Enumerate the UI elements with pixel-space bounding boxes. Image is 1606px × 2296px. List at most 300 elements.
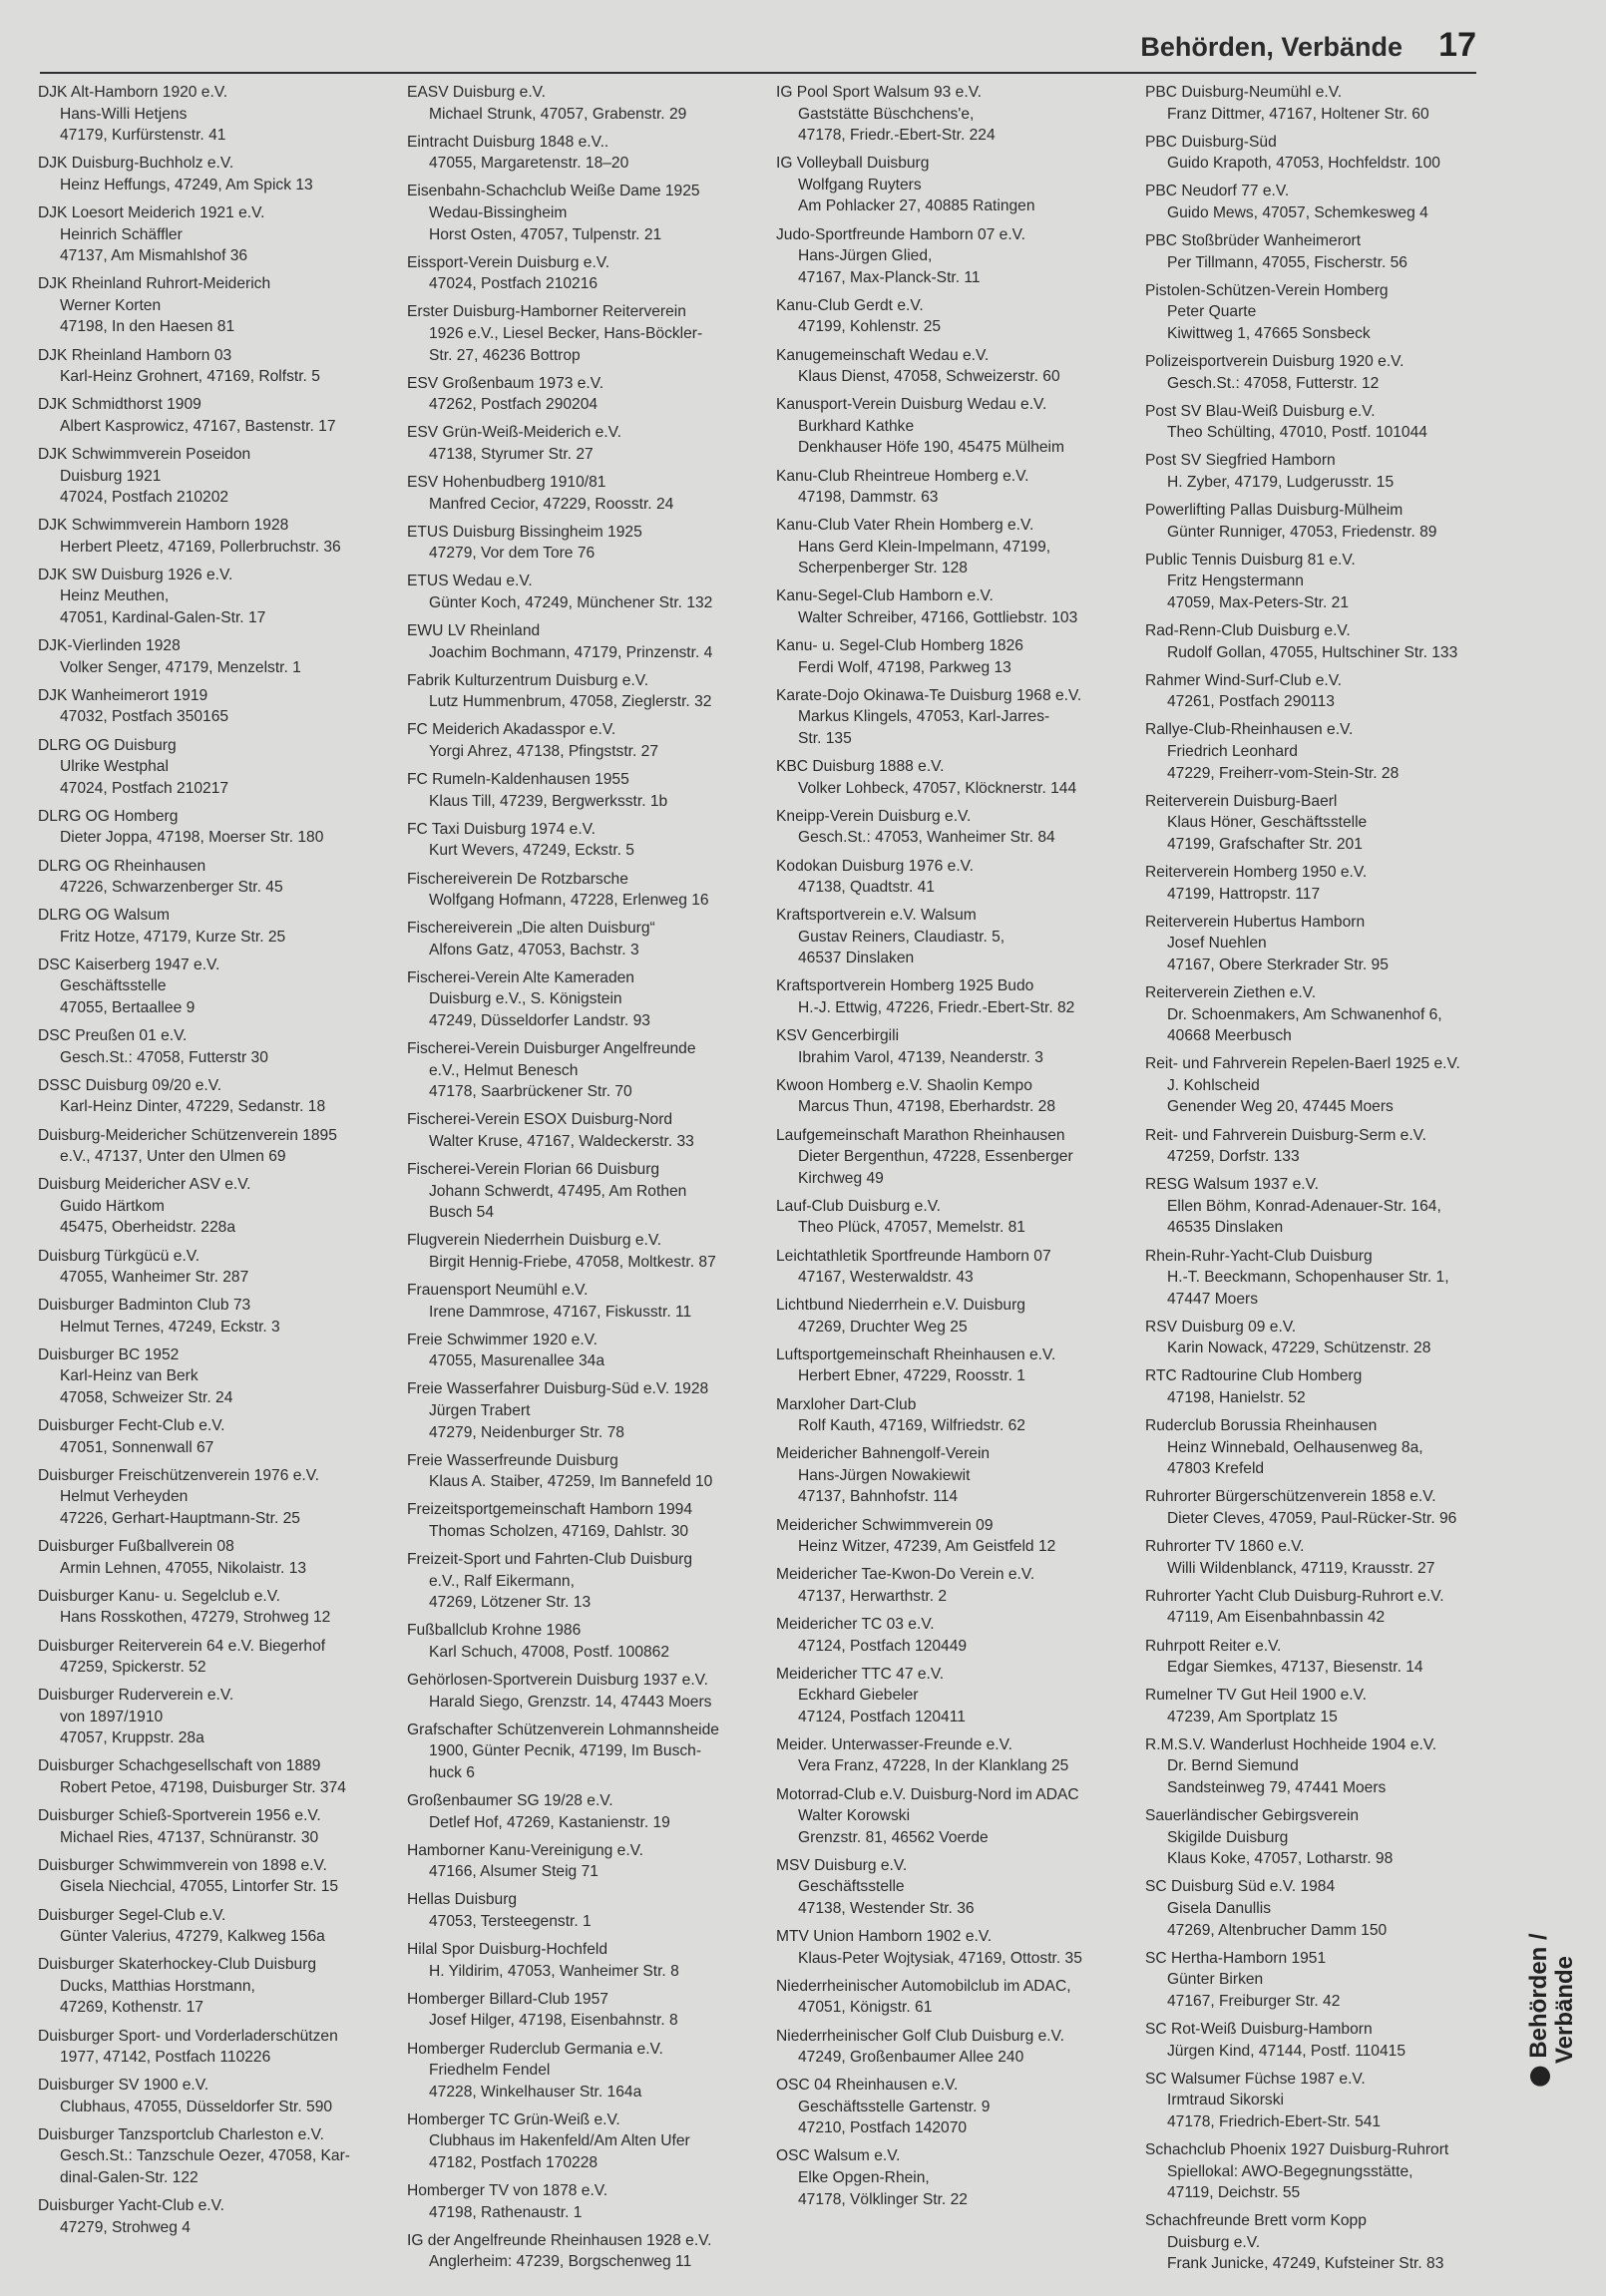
entry-detail-line: Geschäftsstelle [60,977,167,995]
entry-name: Kanu-Segel-Club Hamborn e.V. [776,587,994,605]
entry-detail-line: Armin Lehnen, 47055, Nikolaistr. 13 [60,1559,307,1577]
entry-detail-line: 47138, Styrumer Str. 27 [429,445,594,463]
entry-name: Polizeisportverein Duisburg 1920 e.V. [1145,353,1405,371]
page-number: 17 [1438,26,1476,64]
entry-name: Homberger Ruderclub Germania e.V. [407,2040,663,2058]
entry-detail-line: Gisela Danullis [1167,1900,1272,1918]
directory-entry [407,1499,776,1542]
directory-entry [38,905,407,948]
directory-entry [38,394,407,437]
entry-detail-line: Hans-Jürgen Glied, [798,247,933,265]
entry-name: Duisburger Ruderverein e.V. [38,1687,234,1705]
entry-detail-line: Duisburg e.V. [1167,2233,1261,2251]
directory-entry [407,2180,776,2223]
entry-detail-line: 47279, Strohweg 4 [60,2218,191,2236]
entry-detail-line: dinal-Galen-Str. 122 [60,2169,199,2187]
directory-entry [776,1125,1145,1190]
entry-detail-line: Lutz Hummenbrum, 47058, Zieglerstr. 32 [429,693,712,711]
entry-detail-line: 47198, Rathenaustr. 1 [429,2203,583,2221]
directory-entry [1145,550,1514,614]
directory-entry [407,670,776,713]
entry-detail-line: Gesch.St.: 47058, Futterstr 30 [60,1048,268,1066]
directory-entry [38,1954,407,2019]
directory-entry [38,1636,407,1679]
directory-entry [38,2124,407,2189]
entry-name: Niederrheinischer Golf Club Duisburg e.V. [776,2027,1064,2045]
entry-detail-line: 47199, Grafschafter Str. 201 [1167,835,1363,853]
directory-entry [1145,2210,1514,2275]
entry-name: DLRG OG Walsum [38,907,170,925]
entry-name: ESV Grün-Weiß-Meiderich e.V. [407,424,621,442]
entry-name: DSC Preußen 01 e.V. [38,1027,188,1045]
entry-detail-line: Ibrahim Varol, 47139, Neanderstr. 3 [798,1048,1043,1066]
directory-entry [407,967,776,1032]
entry-detail-line: 47137, Herwarthstr. 2 [798,1587,948,1605]
entry-name: ESV Großenbaum 1973 e.V. [407,374,604,392]
entry-name: Meider. Unterwasser-Freunde e.V. [776,1735,1012,1753]
entry-name: Schachclub Phoenix 1927 Duisburg-Ruhrort [1145,2140,1449,2158]
directory-column-4 [1145,82,1514,2282]
directory-entry [407,1330,776,1372]
directory-entry [776,585,1145,628]
entry-detail-line: Gesch.St.: Tanzschule Oezer, 47058, Kar- [60,2147,350,2165]
entry-detail-line: Gisela Niechcial, 47055, Lintorfer Str. 15 [60,1878,339,1896]
entry-detail-line: Gustav Reiners, Claudiastr. 5, [798,928,1005,946]
entry-detail-line: Günter Koch, 47249, Münchener Str. 132 [429,593,713,611]
entry-name: DJK Schmidthorst 1909 [38,396,201,414]
directory-entry [38,735,407,800]
entry-detail-line: Harald Siego, Grenzstr. 14, 47443 Moers [429,1693,712,1711]
directory-entry [38,1344,407,1409]
entry-name: Duisburger Yacht-Club e.V. [38,2197,224,2215]
entry-detail-line: e.V., Ralf Eikermann, [429,1572,575,1590]
entry-name: Fußballclub Krohne 1986 [407,1622,582,1640]
directory-entry [407,82,776,125]
directory-entry [38,565,407,629]
directory-entry [38,1805,407,1848]
entry-name: OSC Walsum e.V. [776,2147,901,2165]
entry-name: Meidericher Tae-Kwon-Do Verein e.V. [776,1566,1035,1584]
entry-name: Schachfreunde Brett vorm Kopp [1145,2212,1367,2230]
directory-entry [38,1415,407,1458]
directory-entry [1145,1365,1514,1408]
entry-name: Homberger TC Grün-Weiß e.V. [407,2110,620,2128]
directory-entry [407,769,776,812]
entry-detail-line: 45475, Oberheidstr. 228a [60,1219,235,1237]
entry-name: Kanu- u. Segel-Club Homberg 1826 [776,637,1023,655]
entry-name: IG der Angelfreunde Rheinhausen 1928 e.V. [407,2231,712,2249]
directory-entry [776,2026,1145,2069]
entry-name: Kanu-Club Vater Rhein Homberg e.V. [776,517,1034,535]
entry-detail-line: 1977, 47142, Postfach 110226 [60,2049,271,2067]
directory-entry [38,515,407,558]
directory-entry [38,2026,407,2069]
directory-entry [407,181,776,245]
directory-entry [38,856,407,899]
entry-name: SC Rot-Weiß Duisburg-Hamborn [1145,2021,1373,2038]
entry-name: DJK-Vierlinden 1928 [38,637,181,655]
entry-detail-line: 47178, Völklinger Str. 22 [798,2190,968,2208]
entry-detail-line: 47024, Postfach 210217 [60,779,229,797]
entry-name: Reit- und Fahrverein Repelen-Baerl 1925 e.V. [1145,1055,1460,1073]
directory-entry [776,905,1145,969]
directory-entry [407,1450,776,1493]
directory-entry [776,1394,1145,1437]
entry-name: DJK Schwimmverein Poseidon [38,445,251,463]
entry-name: Rumelner TV Gut Heil 1900 e.V. [1145,1687,1367,1705]
entry-detail-line: Edgar Siemkes, 47137, Biesenstr. 14 [1167,1659,1423,1677]
entry-name: Großenbaumer SG 19/28 e.V. [407,1792,613,1810]
directory-entry [407,1280,776,1323]
entry-name: RESG Walsum 1937 e.V. [1145,1176,1319,1194]
entry-detail-line: Wolfgang Ruyters [798,176,922,193]
entry-name: Frauensport Neumühl e.V. [407,1282,589,1300]
entry-detail-line: 47269, Kothenstr. 17 [60,1999,203,2017]
entry-detail-line: 47119, Am Eisenbahnbassin 42 [1167,1609,1386,1627]
directory-entry [407,1670,776,1713]
entry-name: Reit- und Fahrverein Duisburg-Serm e.V. [1145,1126,1426,1144]
entry-name: Reiterverein Homberg 1950 e.V. [1145,864,1368,881]
entry-name: Gehörlosen-Sportverein Duisburg 1937 e.V. [407,1672,708,1690]
entry-detail-line: Theo Schülting, 47010, Postf. 101044 [1167,424,1427,442]
entry-detail-line: Franz Dittmer, 47167, Holtener Str. 60 [1167,105,1429,123]
entry-detail-line: von 1897/1910 [60,1708,164,1725]
entry-name: Kanugemeinschaft Wedau e.V. [776,346,990,364]
entry-detail-line: 47182, Postfach 170228 [429,2153,599,2171]
entry-detail-line: 47199, Kohlenstr. 25 [798,318,942,336]
entry-detail-line: 47228, Winkelhauser Str. 164a [429,2083,642,2101]
entry-name: Kraftsportverein Homberg 1925 Budo [776,977,1034,995]
entry-detail-line: Dieter Bergenthun, 47228, Essenberger [798,1148,1073,1166]
directory-entry [407,1620,776,1663]
directory-entry [1145,1876,1514,1941]
directory-entry [1145,1415,1514,1480]
entry-detail-line: Helmut Verheyden [60,1488,189,1506]
entry-detail-line: 47198, Hanielstr. 52 [1167,1389,1306,1407]
entry-detail-line: Elke Opgen-Rhein, [798,2169,930,2187]
entry-name: Duisburg-Meidericher Schützenverein 1895 [38,1126,337,1144]
entry-detail-line: Thomas Scholzen, 47169, Dahlstr. 30 [429,1523,689,1541]
entry-detail-line: Friedrich Leonhard [1167,743,1298,761]
entry-detail-line: Peter Quarte [1167,303,1257,321]
entry-detail-line: Volker Senger, 47179, Menzelstr. 1 [60,658,301,676]
directory-entry [1145,1317,1514,1359]
entry-detail-line: Klaus A. Staiber, 47259, Im Bannefeld 10 [429,1473,713,1491]
directory-entry [38,82,407,147]
entry-detail-line: Marcus Thun, 47198, Eberhardstr. 28 [798,1098,1056,1116]
entry-detail-line: Walter Kruse, 47167, Waldeckerstr. 33 [429,1133,694,1151]
entry-detail-line: Karl-Heinz Dinter, 47229, Sedanstr. 18 [60,1098,326,1116]
entry-detail-line: Str. 135 [798,730,852,748]
entry-detail-line: Karl-Heinz van Berk [60,1367,199,1385]
entry-name: Duisburg Meidericher ASV e.V. [38,1176,251,1194]
entry-detail-line: Johann Schwerdt, 47495, Am Rothen [429,1182,687,1200]
entry-name: Sauerländischer Gebirgsverein [1145,1807,1360,1825]
directory-entry [776,466,1145,509]
directory-entry [38,1075,407,1118]
entry-detail-line: Markus Klingels, 47053, Karl-Jarres- [798,708,1050,726]
directory-entry [776,82,1145,147]
entry-name: Fischerei-Verein Florian 66 Duisburg [407,1161,660,1179]
entry-name: Ruhrorter TV 1860 e.V. [1145,1538,1305,1556]
entry-detail-line: Karl-Heinz Grohnert, 47169, Rolfstr. 5 [60,368,320,386]
entry-detail-line: Klaus Höner, Geschäftsstelle [1167,814,1368,832]
entry-name: Duisburger Fecht-Club e.V. [38,1417,225,1435]
directory-entry [38,955,407,1019]
entry-detail-line: 47119, Deichstr. 55 [1167,2184,1301,2202]
entry-detail-line: Klaus Till, 47239, Bergwerksstr. 1b [429,792,668,810]
entry-detail-line: H. Yildirim, 47053, Wanheimer Str. 8 [429,1962,679,1980]
directory-entry [776,1246,1145,1289]
directory-entry [1145,82,1514,125]
entry-detail-line: H. Zyber, 47179, Ludgerusstr. 15 [1167,474,1395,491]
entry-name: DLRG OG Rheinhausen [38,857,206,875]
directory-entry [407,2039,776,2104]
entry-name: Duisburger Segel-Club e.V. [38,1906,226,1924]
entry-detail-line: Günter Valerius, 47279, Kalkweg 156a [60,1928,325,1946]
directory-entry [776,975,1145,1018]
directory-entry [407,1720,776,1784]
entry-detail-line: Scherpenberger Str. 128 [798,560,968,577]
directory-entry [1145,912,1514,976]
directory-entry [1145,670,1514,713]
entry-name: FC Taxi Duisburg 1974 e.V. [407,820,596,838]
entry-detail-line: 47138, Westender Str. 36 [798,1900,975,1918]
entry-detail-line: 47210, Postfach 142070 [798,2119,968,2137]
entry-detail-line: Wolfgang Hofmann, 47228, Erlenweg 16 [429,892,709,910]
entry-detail-line: 46537 Dinslaken [798,950,915,967]
entry-detail-line: Volker Lohbeck, 47057, Klöcknerstr. 144 [798,779,1077,797]
entry-detail-line: Heinz Meuthen, [60,587,170,605]
directory-entry [407,1378,776,1443]
entry-detail-line: Denkhauser Höfe 190, 45475 Mülheim [798,439,1064,457]
entry-name: Judo-Sportfreunde Hamborn 07 e.V. [776,225,1025,243]
entry-detail-line: Robert Petoe, 47198, Duisburger Str. 374 [60,1779,346,1797]
entry-name: Meidericher TC 03 e.V. [776,1615,935,1633]
entry-name: Kraftsportverein e.V. Walsum [776,907,977,925]
entry-name: Kneipp-Verein Duisburg e.V. [776,807,972,825]
entry-detail-line: 47198, Dammstr. 63 [798,489,939,507]
directory-entry [1145,1053,1514,1118]
entry-detail-line: Guido Krapoth, 47053, Hochfeldstr. 100 [1167,155,1440,173]
directory-entry [1145,1734,1514,1799]
entry-detail-line: Kurt Wevers, 47249, Eckstr. 5 [429,842,634,860]
directory-entry [776,1075,1145,1118]
entry-name: FC Rumeln-Kaldenhausen 1955 [407,771,629,789]
entry-name: Grafschafter Schützenverein Lohmannsheide [407,1721,719,1738]
entry-name: Meidericher Schwimmverein 09 [776,1516,994,1534]
directory-entry [38,2195,407,2238]
entry-name: ESV Hohenbudberg 1910/81 [407,474,606,491]
entry-detail-line: 47024, Postfach 210216 [429,275,599,293]
entry-name: Fabrik Kulturzentrum Duisburg e.V. [407,671,649,689]
entry-name: DLRG OG Duisburg [38,736,177,754]
entry-name: Kanusport-Verein Duisburg Wedau e.V. [776,396,1047,414]
directory-entry [38,806,407,849]
entry-detail-line: Ellen Böhm, Konrad-Adenauer-Str. 164, [1167,1197,1441,1215]
directory-entry [776,756,1145,799]
entry-name: DJK SW Duisburg 1926 e.V. [38,566,233,583]
entry-name: Reiterverein Hubertus Hamborn [1145,913,1366,931]
entry-detail-line: Geschäftsstelle Gartenstr. 9 [798,2098,991,2115]
entry-detail-line: 47166, Alsumer Steig 71 [429,1863,599,1881]
entry-name: DSSC Duisburg 09/20 e.V. [38,1076,222,1094]
directory-entry [1145,2019,1514,2062]
entry-name: Homberger TV von 1878 e.V. [407,2182,608,2200]
entry-name: Public Tennis Duisburg 81 e.V. [1145,551,1356,569]
directory-entry [1145,1948,1514,2013]
entry-detail-line: Hans Rosskothen, 47279, Strohweg 12 [60,1609,331,1627]
entry-detail-line: Skigilde Duisburg [1167,1828,1289,1846]
entry-name: MTV Union Hamborn 1902 e.V. [776,1928,993,1946]
entry-detail-line: 47249, Großenbaumer Allee 240 [798,2049,1024,2067]
entry-detail-line: Gaststätte Büschchens'e, [798,105,975,123]
entry-name: DJK Duisburg-Buchholz e.V. [38,155,234,173]
entry-detail-line: Jürgen Kind, 47144, Postf. 110415 [1167,2042,1405,2060]
entry-name: R.M.S.V. Wanderlust Hochheide 1904 e.V. [1145,1735,1437,1753]
entry-detail-line: 47032, Postfach 350165 [60,708,229,726]
entry-detail-line: 47226, Gerhart-Hauptmann-Str. 25 [60,1510,300,1528]
entry-name: SC Duisburg Süd e.V. 1984 [1145,1878,1336,1896]
entry-name: Reiterverein Duisburg-Baerl [1145,792,1338,810]
entry-name: IG Volleyball Duisburg [776,155,930,173]
entry-detail-line: H.-T. Beeckmann, Schopenhauser Str. 1, [1167,1269,1449,1287]
entry-detail-line: Frank Junicke, 47249, Kufsteiner Str. 83 [1167,2255,1444,2273]
directory-entry [776,2075,1145,2139]
entry-name: DJK Rheinland Ruhrort-Meiderich [38,275,271,293]
directory-entry [38,1125,407,1168]
entry-name: KBC Duisburg 1888 e.V. [776,758,945,776]
entry-detail-line: H.-J. Ettwig, 47226, Friedr.-Ebert-Str. 82 [798,999,1075,1017]
entry-detail-line: Günter Birken [1167,1971,1264,1989]
entry-name: KSV Gencerbirgili [776,1027,900,1045]
entry-name: Ruhrorter Yacht Club Duisburg-Ruhrort e.V. [1145,1587,1444,1605]
directory-entry [38,202,407,267]
entry-detail-line: 47259, Dorfstr. 133 [1167,1148,1300,1166]
entry-detail-line: Geschäftsstelle [798,1878,905,1896]
directory-entry [1145,1536,1514,1579]
entry-name: Duisburger Schieß-Sportverein 1956 e.V. [38,1807,321,1825]
directory-entry [38,2075,407,2117]
entry-detail-line: Josef Nuehlen [1167,935,1267,953]
directory-entry [776,1295,1145,1338]
entry-detail-line: Karin Nowack, 47229, Schützenstr. 28 [1167,1339,1431,1357]
entry-detail-line: Karl Schuch, 47008, Postf. 100862 [429,1644,670,1661]
entry-detail-line: 47239, Am Sportplatz 15 [1167,1708,1338,1725]
directory-entry [1145,620,1514,663]
entry-detail-line: 47198, In den Haesen 81 [60,318,235,336]
directory-entry [776,2145,1145,2210]
entry-detail-line: Gesch.St.: 47053, Wanheimer Str. 84 [798,829,1055,847]
entry-name: SC Walsumer Füchse 1987 e.V. [1145,2070,1366,2088]
entry-name: SC Hertha-Hamborn 1951 [1145,1949,1327,1967]
entry-name: ETUS Wedau e.V. [407,573,533,590]
entry-detail-line: Dieter Joppa, 47198, Moerser Str. 180 [60,829,324,847]
directory-entry [1145,351,1514,394]
directory-entry [1145,1685,1514,1727]
directory-entry [38,1685,407,1749]
directory-entry [407,252,776,295]
entry-detail-line: 47055, Masurenallee 34a [429,1352,604,1370]
entry-name: Meidericher TTC 47 e.V. [776,1665,945,1683]
directory-entry [776,1196,1145,1239]
entry-name: Fischereiverein De Rotzbarsche [407,870,628,888]
directory-entry [1145,862,1514,905]
directory-entry [1145,132,1514,175]
entry-detail-line: Walter Korowski [798,1807,911,1825]
directory-entry [407,522,776,565]
directory-entry [407,472,776,515]
directory-entry [38,1586,407,1629]
directory-column-3 [776,82,1145,2282]
directory-entry [38,1246,407,1289]
entry-name: Eintracht Duisburg 1848 e.V.. [407,133,609,151]
entry-detail-line: 47055, Margaretenstr. 18–20 [429,155,629,173]
entry-name: EWU LV Rheinland [407,622,541,640]
entry-detail-line: 1900, Günter Pecnik, 47199, Im Busch- [429,1742,702,1760]
entry-name: DJK Alt-Hamborn 1920 e.V. [38,84,228,101]
directory-entry [776,515,1145,579]
directory-entry [776,1784,1145,1849]
entry-detail-line: Werner Korten [60,296,162,314]
entry-detail-line: 47137, Bahnhofstr. 114 [798,1488,959,1506]
entry-detail-line: Herbert Pleetz, 47169, Pollerbruchstr. 36 [60,538,341,556]
entry-detail-line: Per Tillmann, 47055, Fischerstr. 56 [1167,253,1407,271]
entry-detail-line: 40668 Meerbusch [1167,1027,1292,1045]
directory-entry [407,719,776,762]
entry-name: PBC Duisburg-Neumühl e.V. [1145,84,1343,101]
entry-detail-line: 47055, Bertaallee 9 [60,999,196,1017]
entry-name: Freie Schwimmer 1920 e.V. [407,1331,598,1348]
entry-name: Luftsportgemeinschaft Rheinhausen e.V. [776,1345,1056,1363]
entry-name: RSV Duisburg 09 e.V. [1145,1318,1297,1336]
entry-detail-line: Duisburg 1921 [60,467,162,485]
entry-name: Karate-Dojo Okinawa-Te Duisburg 1968 e.V. [776,686,1082,704]
section-title: Behörden, Verbände [1140,32,1403,62]
entry-detail-line: Guido Härtkom [60,1197,165,1215]
entry-detail-line: Klaus-Peter Wojtysiak, 47169, Ottostr. 35 [798,1949,1082,1967]
entry-detail-line: 47447 Moers [1167,1290,1259,1308]
entry-detail-line: Burkhard Kathke [798,417,915,435]
directory-entry [1145,500,1514,543]
directory-entry [407,1109,776,1152]
entry-detail-line: Friedhelm Fendel [429,2062,551,2080]
directory-entry [38,1295,407,1338]
directory-entry [776,1025,1145,1068]
entry-name: Duisburger Skaterhockey-Club Duisburg [38,1956,317,1974]
directory-entry [407,1790,776,1833]
entry-detail-line: Herbert Ebner, 47229, Roosstr. 1 [798,1367,1025,1385]
directory-entry [1145,401,1514,444]
entry-detail-line: 47167, Westerwaldstr. 43 [798,1269,974,1287]
entry-name: PBC Neudorf 77 e.V. [1145,183,1290,200]
directory-entry [407,2109,776,2174]
entry-name: ETUS Duisburg Bissingheim 1925 [407,523,642,541]
entry-name: Freizeit-Sport und Fahrten-Club Duisburg [407,1551,693,1569]
directory-entry [776,856,1145,899]
entry-detail-line: 47055, Wanheimer Str. 287 [60,1269,249,1287]
entry-name: Flugverein Niederrhein Duisburg e.V. [407,1232,662,1250]
entry-detail-line: Albert Kasprowicz, 47167, Bastenstr. 17 [60,417,336,435]
directory-entry [407,301,776,366]
directory-entry [407,918,776,960]
entry-detail-line: 47178, Friedr.-Ebert-Str. 224 [798,127,996,145]
entry-name: Duisburger Freischützenverein 1976 e.V. [38,1466,320,1484]
entry-detail-line: Ferdi Wolf, 47198, Parkweg 13 [798,658,1011,676]
entry-detail-line: 47024, Postfach 210202 [60,489,229,507]
entry-name: RTC Radtourine Club Homberg [1145,1367,1363,1385]
directory-entry [776,153,1145,217]
